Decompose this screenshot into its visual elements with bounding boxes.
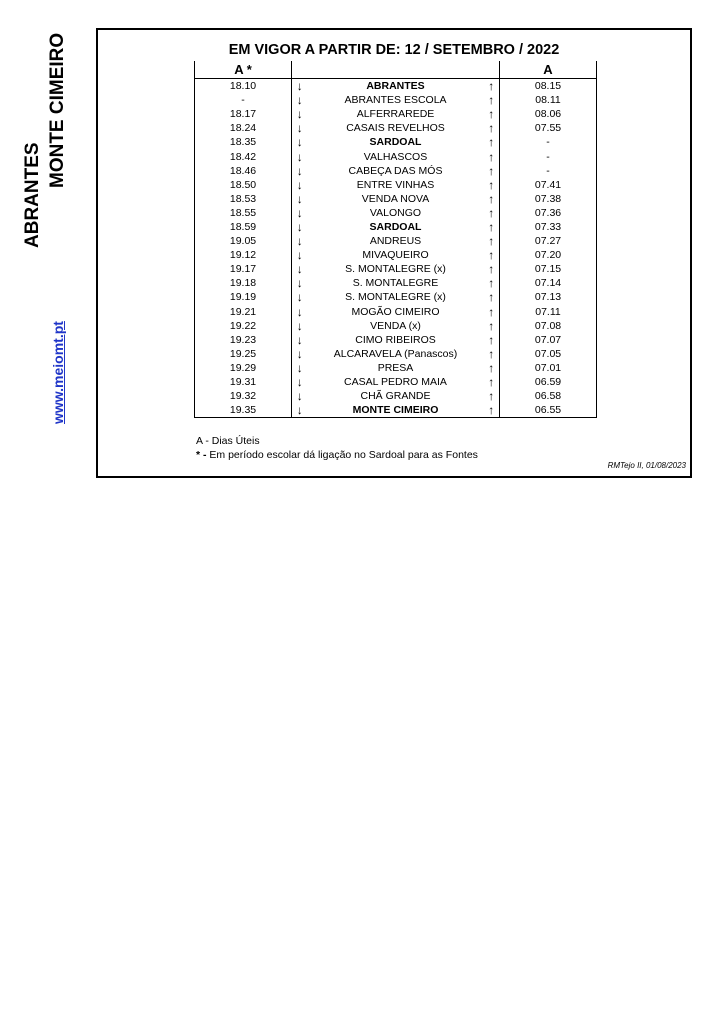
stop-name: CABEÇA DAS MÓS (348, 164, 443, 177)
inbound-time: 08.06 (500, 107, 597, 121)
table-row (195, 206, 597, 220)
outbound-time: 19.31 (195, 375, 292, 389)
up-arrow-icon: ↑ (488, 135, 495, 150)
down-arrow-icon: ↓ (292, 220, 308, 234)
up-arrow-icon: ↑ (488, 360, 495, 375)
down-arrow-icon: ↓ (292, 276, 308, 290)
inbound-time: 07.13 (500, 290, 597, 304)
outbound-time: 18.50 (195, 178, 292, 192)
up-arrow-icon: ↑ (488, 121, 495, 136)
table-row (195, 220, 597, 234)
up-arrow-icon: ↑ (488, 205, 495, 220)
destination-label: MONTE CIMEIRO (47, 32, 68, 188)
stop-name: S. MONTALEGRE (x) (345, 291, 446, 304)
down-arrow-icon: ↓ (292, 248, 308, 262)
up-arrow-icon: ↑ (488, 149, 495, 164)
stop-name: S. MONTALEGRE (x) (345, 263, 446, 276)
inbound-time: 07.41 (500, 178, 597, 192)
stop-name: SARDOAL (369, 136, 422, 149)
table-row (195, 389, 597, 403)
outbound-time: 19.29 (195, 361, 292, 375)
up-arrow-icon: ↑ (488, 93, 495, 108)
stop-name: CASAIS REVELHOS (346, 122, 445, 135)
up-arrow-icon: ↑ (488, 276, 495, 291)
inbound-time: 07.33 (500, 220, 597, 234)
table-row (195, 192, 597, 206)
outbound-time: 18.42 (195, 149, 292, 163)
down-arrow-icon: ↓ (292, 164, 308, 178)
outbound-time: 19.05 (195, 234, 292, 248)
outbound-time: 18.35 (195, 135, 292, 149)
table-row (195, 375, 597, 389)
down-arrow-icon: ↓ (292, 234, 308, 248)
table-row (195, 347, 597, 361)
down-arrow-icon: ↓ (292, 333, 308, 347)
stop-name: CIMO RIBEIROS (355, 333, 436, 346)
schedule-frame (96, 28, 692, 478)
outbound-time: 19.12 (195, 248, 292, 262)
up-arrow-icon: ↑ (488, 163, 495, 178)
outbound-time: 19.21 (195, 305, 292, 319)
outbound-time: 18.59 (195, 220, 292, 234)
inbound-time: 06.59 (500, 375, 597, 389)
up-arrow-icon: ↑ (488, 177, 495, 192)
up-arrow-icon: ↑ (488, 375, 495, 390)
up-arrow-icon: ↑ (488, 346, 495, 361)
table-row (195, 290, 597, 304)
table-row (195, 403, 597, 418)
stop-name: MOGÃO CIMEIRO (351, 305, 440, 318)
stop-name: MIVAQUEIRO (362, 249, 429, 262)
inbound-time: 07.14 (500, 276, 597, 290)
inbound-time: - (500, 135, 597, 149)
page-title: EM VIGOR A PARTIR DE: 12 / SETEMBRO / 2022 (228, 42, 560, 58)
down-arrow-icon: ↓ (292, 403, 308, 418)
inbound-time: 06.58 (500, 389, 597, 403)
up-arrow-icon: ↑ (488, 290, 495, 305)
table-row (195, 248, 597, 262)
note-school: * - Em período escolar dá ligação no Sardoal para as Fontes (196, 449, 478, 461)
up-arrow-icon: ↑ (484, 403, 500, 418)
outbound-time: 18.53 (195, 192, 292, 206)
table-row (195, 121, 597, 135)
outbound-time: 18.17 (195, 107, 292, 121)
up-arrow-icon: ↑ (488, 262, 495, 277)
stop-name: SARDOAL (369, 220, 422, 233)
table-row (195, 361, 597, 375)
up-arrow-icon: ↑ (488, 234, 495, 249)
inbound-time: 07.20 (500, 248, 597, 262)
down-arrow-icon: ↓ (292, 206, 308, 220)
outbound-time: 18.46 (195, 164, 292, 178)
down-arrow-icon: ↓ (292, 262, 308, 276)
outbound-time: 19.32 (195, 389, 292, 403)
inbound-time: 07.15 (500, 262, 597, 276)
down-arrow-icon: ↓ (292, 361, 308, 375)
stop-name: ABRANTES ESCOLA (344, 94, 447, 107)
down-arrow-icon: ↓ (292, 347, 308, 361)
outbound-time: 19.23 (195, 333, 292, 347)
stop-name: ANDREUS (369, 235, 422, 248)
up-arrow-icon: ↑ (488, 332, 495, 347)
outbound-time: 19.35 (195, 403, 292, 418)
inbound-time: 07.38 (500, 192, 597, 206)
inbound-time: 07.05 (500, 347, 597, 361)
website-link[interactable]: www.meiomt.pt (50, 321, 66, 424)
inbound-time: - (500, 149, 597, 163)
down-arrow-icon: ↓ (292, 192, 308, 206)
outbound-time: 18.24 (195, 121, 292, 135)
notes (196, 434, 478, 462)
table-row (195, 276, 597, 290)
table-row (195, 234, 597, 248)
up-arrow-icon: ↑ (488, 389, 495, 404)
inbound-time: 07.08 (500, 319, 597, 333)
stop-name: S. MONTALEGRE (352, 277, 439, 290)
down-arrow-icon: ↓ (292, 93, 308, 107)
table-row (195, 319, 597, 333)
down-arrow-icon: ↓ (292, 178, 308, 192)
outbound-time: 19.17 (195, 262, 292, 276)
stop-name: CASAL PEDRO MAIA (344, 376, 447, 389)
stop-name: VENDA (x) (370, 319, 421, 332)
stop-name: VALHASCOS (363, 150, 428, 163)
up-arrow-icon: ↑ (488, 248, 495, 263)
table-row (195, 107, 597, 121)
outbound-time: 18.10 (195, 79, 292, 94)
down-arrow-icon: ↓ (292, 305, 308, 319)
outbound-header: A * (195, 61, 292, 79)
stop-name: VALONGO (369, 206, 422, 219)
origin-label: ABRANTES (22, 142, 43, 248)
inbound-time: 08.11 (500, 93, 597, 107)
inbound-time: 07.55 (500, 121, 597, 135)
outbound-time: 19.18 (195, 276, 292, 290)
down-arrow-icon: ↓ (292, 107, 308, 121)
table-row (195, 149, 597, 163)
stop-name: MONTE CIMEIRO (308, 403, 484, 418)
inbound-time: 07.01 (500, 361, 597, 375)
up-arrow-icon: ↑ (488, 219, 495, 234)
note-days: A - Dias Úteis (196, 435, 260, 447)
table-row (195, 164, 597, 178)
inbound-header: A (500, 61, 597, 79)
outbound-time: 19.22 (195, 319, 292, 333)
inbound-time: - (500, 164, 597, 178)
stop-name: ALCARAVELA (Panascos) (333, 347, 458, 360)
down-arrow-icon: ↓ (292, 290, 308, 304)
up-arrow-icon: ↑ (488, 304, 495, 319)
down-arrow-icon: ↓ (292, 375, 308, 389)
down-arrow-icon: ↓ (292, 121, 308, 135)
outbound-time: 18.55 (195, 206, 292, 220)
stop-name: ABRANTES (366, 80, 425, 93)
inbound-time: 07.36 (500, 206, 597, 220)
stop-name: VENDA NOVA (361, 192, 430, 205)
table-row (195, 262, 597, 276)
table-row (195, 135, 597, 149)
stop-name: ENTRE VINHAS (356, 178, 435, 191)
inbound-time: 06.55 (500, 403, 597, 418)
table-row (195, 79, 597, 94)
outbound-time: - (195, 93, 292, 107)
inbound-time: 07.27 (500, 234, 597, 248)
down-arrow-icon: ↓ (292, 319, 308, 333)
stop-name: PRESA (377, 361, 414, 374)
credit: RMTejo II, 01/08/2023 (607, 461, 686, 470)
inbound-time: 08.15 (500, 79, 597, 94)
stop-name: CHÃ GRANDE (360, 390, 431, 403)
table-row (195, 178, 597, 192)
down-arrow-icon: ↓ (292, 135, 308, 149)
up-arrow-icon: ↑ (488, 318, 495, 333)
timetable (194, 61, 597, 418)
table-row (195, 333, 597, 347)
up-arrow-icon: ↑ (488, 107, 495, 122)
down-arrow-icon: ↓ (292, 149, 308, 163)
outbound-time: 19.19 (195, 290, 292, 304)
outbound-time: 19.25 (195, 347, 292, 361)
table-row (195, 93, 597, 107)
table-row (195, 305, 597, 319)
down-arrow-icon: ↓ (292, 79, 308, 94)
inbound-time: 07.07 (500, 333, 597, 347)
up-arrow-icon: ↑ (488, 79, 495, 94)
inbound-time: 07.11 (500, 305, 597, 319)
up-arrow-icon: ↑ (488, 191, 495, 206)
down-arrow-icon: ↓ (292, 389, 308, 403)
stop-name: ALFERRAREDE (356, 108, 435, 121)
